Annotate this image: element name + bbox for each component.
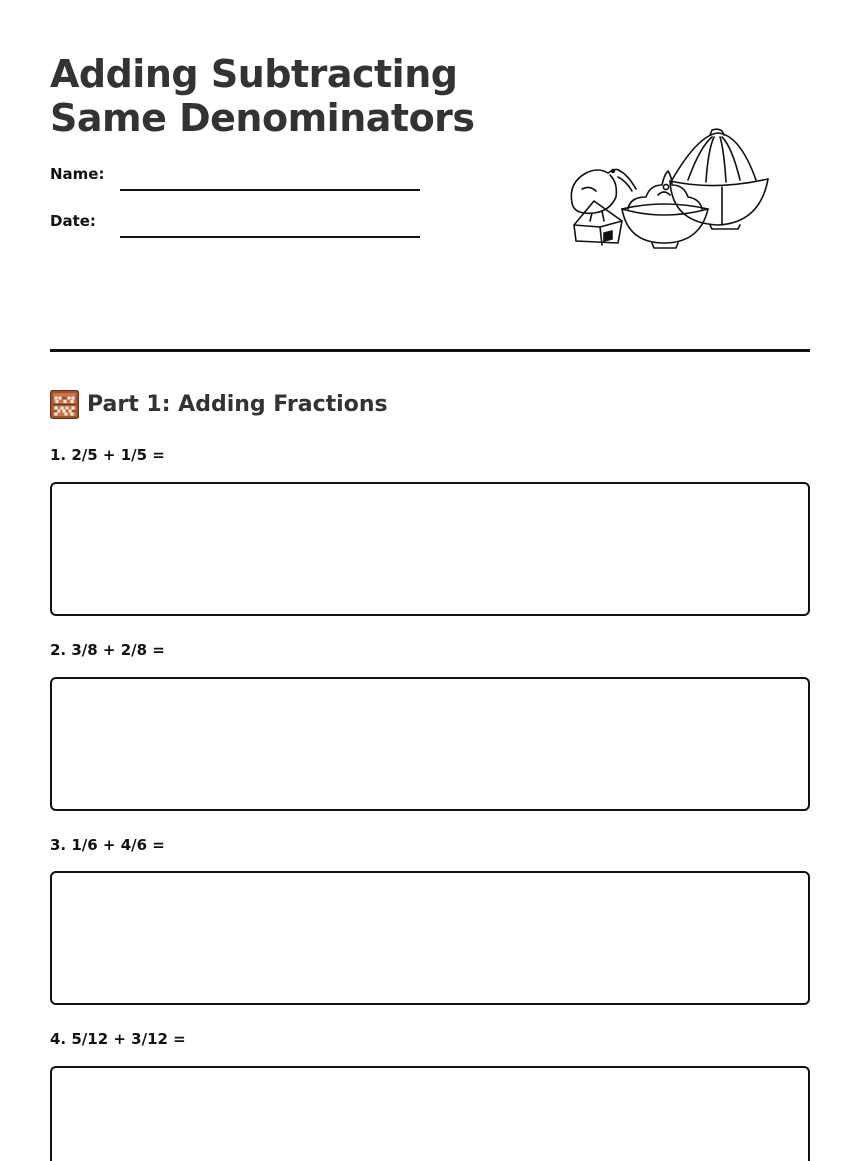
title-line-2: Same Denominators [50,96,475,140]
date-label: Date: [50,212,96,230]
name-label: Name: [50,165,105,183]
answer-box-1[interactable] [50,482,810,616]
header-divider [50,349,810,352]
worksheet-title [50,52,475,140]
name-line[interactable] [120,189,420,191]
kiwi-bird-icon [571,169,636,221]
question-1-label: 1. 2/5 + 1/5 = [50,446,165,464]
date-line[interactable] [120,236,420,238]
abacus-icon [50,390,79,419]
answer-box-4[interactable] [50,1066,810,1161]
name-field[interactable] [50,165,420,189]
question-3-label: 3. 1/6 + 4/6 = [50,836,165,854]
part-1-title: Part 1: Adding Fractions [87,391,388,417]
date-field[interactable] [50,212,420,236]
question-4-label: 4. 5/12 + 3/12 = [50,1030,186,1048]
kiwi-dessert-illustration [560,125,775,255]
title-line-1: Adding Subtracting [50,52,458,96]
cake-slice-icon [574,201,622,245]
answer-box-3[interactable] [50,871,810,1005]
part-1-heading [50,388,388,420]
cream-bowl-icon [622,171,708,248]
question-2-label: 2. 3/8 + 2/8 = [50,641,165,659]
answer-box-2[interactable] [50,677,810,811]
